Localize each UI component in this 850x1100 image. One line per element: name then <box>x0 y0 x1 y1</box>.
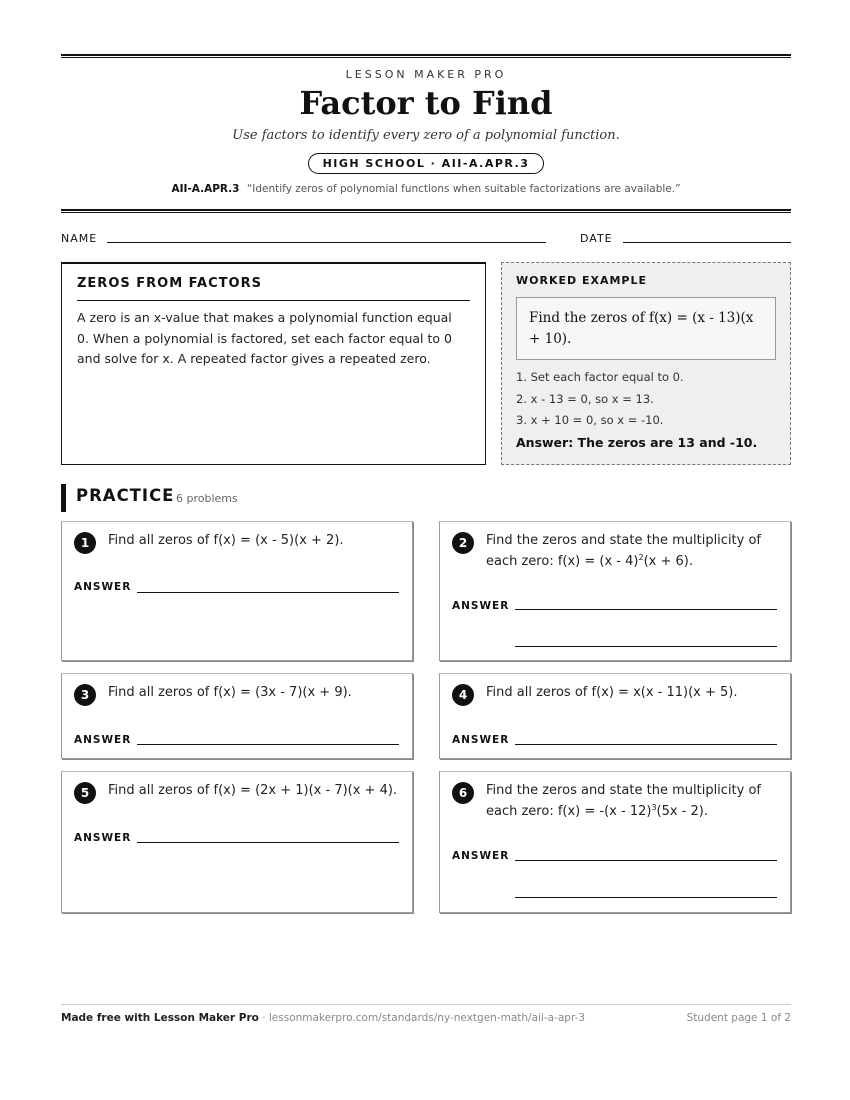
page-title: Factor to Find <box>299 84 553 122</box>
problem-number: 1 <box>74 532 96 554</box>
practice-title: PRACTICE <box>76 486 175 505</box>
problem-question: Find all zeros of f(x) = (3x - 7)(x + 9). <box>108 685 352 700</box>
top-double-rule <box>61 54 791 58</box>
answer-line[interactable] <box>137 842 399 843</box>
answer-label: ANSWER <box>74 832 132 844</box>
answer-label: ANSWER <box>74 734 132 746</box>
worked-example-box <box>501 262 791 465</box>
answer-line[interactable] <box>515 860 777 861</box>
example-step: 2. x - 13 = 0, so x = 13. <box>516 391 654 406</box>
example-step: 1. Set each factor equal to 0. <box>516 370 684 384</box>
problem-number: 2 <box>452 532 474 554</box>
problem-number: 5 <box>74 782 96 804</box>
example-steps <box>516 367 684 432</box>
problem-card-3 <box>61 673 413 759</box>
answer-label: ANSWER <box>452 600 510 612</box>
standard-text: “Identify zeros of polynomial functions when suitable factorizations are available.” <box>246 183 681 195</box>
problem-question: Find the zeros and state the multiplicity of each zero: f(x) = (x - 4)$^2$(x + 6). <box>486 533 762 569</box>
answer-line-2[interactable] <box>515 897 777 898</box>
answer-line[interactable] <box>515 744 777 745</box>
footer-rule <box>61 1004 791 1005</box>
problem-number: 6 <box>452 782 474 804</box>
practice-accent-bar <box>61 484 66 512</box>
level-badge: HIGH SCHOOL · AII-A.APR.3 <box>308 153 545 174</box>
problem-question: Find all zeros of f(x) = (x - 5)(x + 2). <box>108 533 344 548</box>
footer-credit <box>61 1012 585 1024</box>
problem-card-4 <box>439 673 791 759</box>
date-label: DATE <box>580 232 613 245</box>
answer-label: ANSWER <box>74 581 132 593</box>
problem-card-1 <box>61 521 413 661</box>
footer-separator: · <box>258 1012 269 1024</box>
example-answer: Answer: The zeros are 13 and -10. <box>516 435 758 450</box>
answer-label: ANSWER <box>452 850 510 862</box>
answer-line[interactable] <box>137 592 399 593</box>
problem-card-6 <box>439 771 791 913</box>
problem-number: 4 <box>452 684 474 706</box>
brand-kicker: LESSON MAKER PRO <box>345 68 507 81</box>
footer-page-number: Student page 1 of 2 <box>686 1012 791 1024</box>
name-label: NAME <box>61 232 98 245</box>
page-subtitle: Use factors to identify every zero of a polynomial function. <box>232 128 620 143</box>
example-heading: WORKED EXAMPLE <box>516 274 647 287</box>
problem-question: Find the zeros and state the multiplicity of each zero: f(x) = -(x - 12)$^3$(5x - 2). <box>486 783 762 819</box>
footer-brand: Made free with Lesson Maker Pro <box>61 1012 259 1024</box>
name-field[interactable] <box>107 242 546 243</box>
standard-line <box>61 183 791 195</box>
answer-label: ANSWER <box>452 734 510 746</box>
standard-code: AII-A.APR.3 <box>171 183 240 195</box>
worksheet-page <box>61 0 791 1100</box>
concept-box <box>61 262 486 465</box>
problem-number: 3 <box>74 684 96 706</box>
concept-divider <box>77 300 470 301</box>
practice-count: 6 problems <box>176 492 238 505</box>
concept-heading: ZEROS FROM FACTORS <box>77 276 262 291</box>
example-problem: Find the zeros of f(x) = (x - 13)(x + 10). <box>516 297 776 360</box>
problem-question: Find all zeros of f(x) = (2x + 1)(x - 7)(x + 4). <box>108 783 398 798</box>
concept-body: A zero is an x-value that makes a polynomial function equal 0. When a polynomial is factored, set each factor equal to 0 and solve for x. A repeated factor gives a repeated zero. <box>77 310 452 366</box>
problem-question: Find all zeros of f(x) = x(x - 11)(x + 5). <box>486 685 738 700</box>
answer-line[interactable] <box>137 744 399 745</box>
problem-card-2 <box>439 521 791 661</box>
footer-url[interactable]: lessonmakerpro.com/standards/ny-nextgen-math/aii-a-apr-3 <box>268 1012 586 1024</box>
badge-wrap <box>61 152 791 174</box>
answer-line-2[interactable] <box>515 646 777 647</box>
date-field[interactable] <box>623 242 791 243</box>
answer-line[interactable] <box>515 609 777 610</box>
example-step: 3. x + 10 = 0, so x = -10. <box>516 413 664 427</box>
header-bottom-rule <box>61 209 791 213</box>
problem-card-5 <box>61 771 413 913</box>
